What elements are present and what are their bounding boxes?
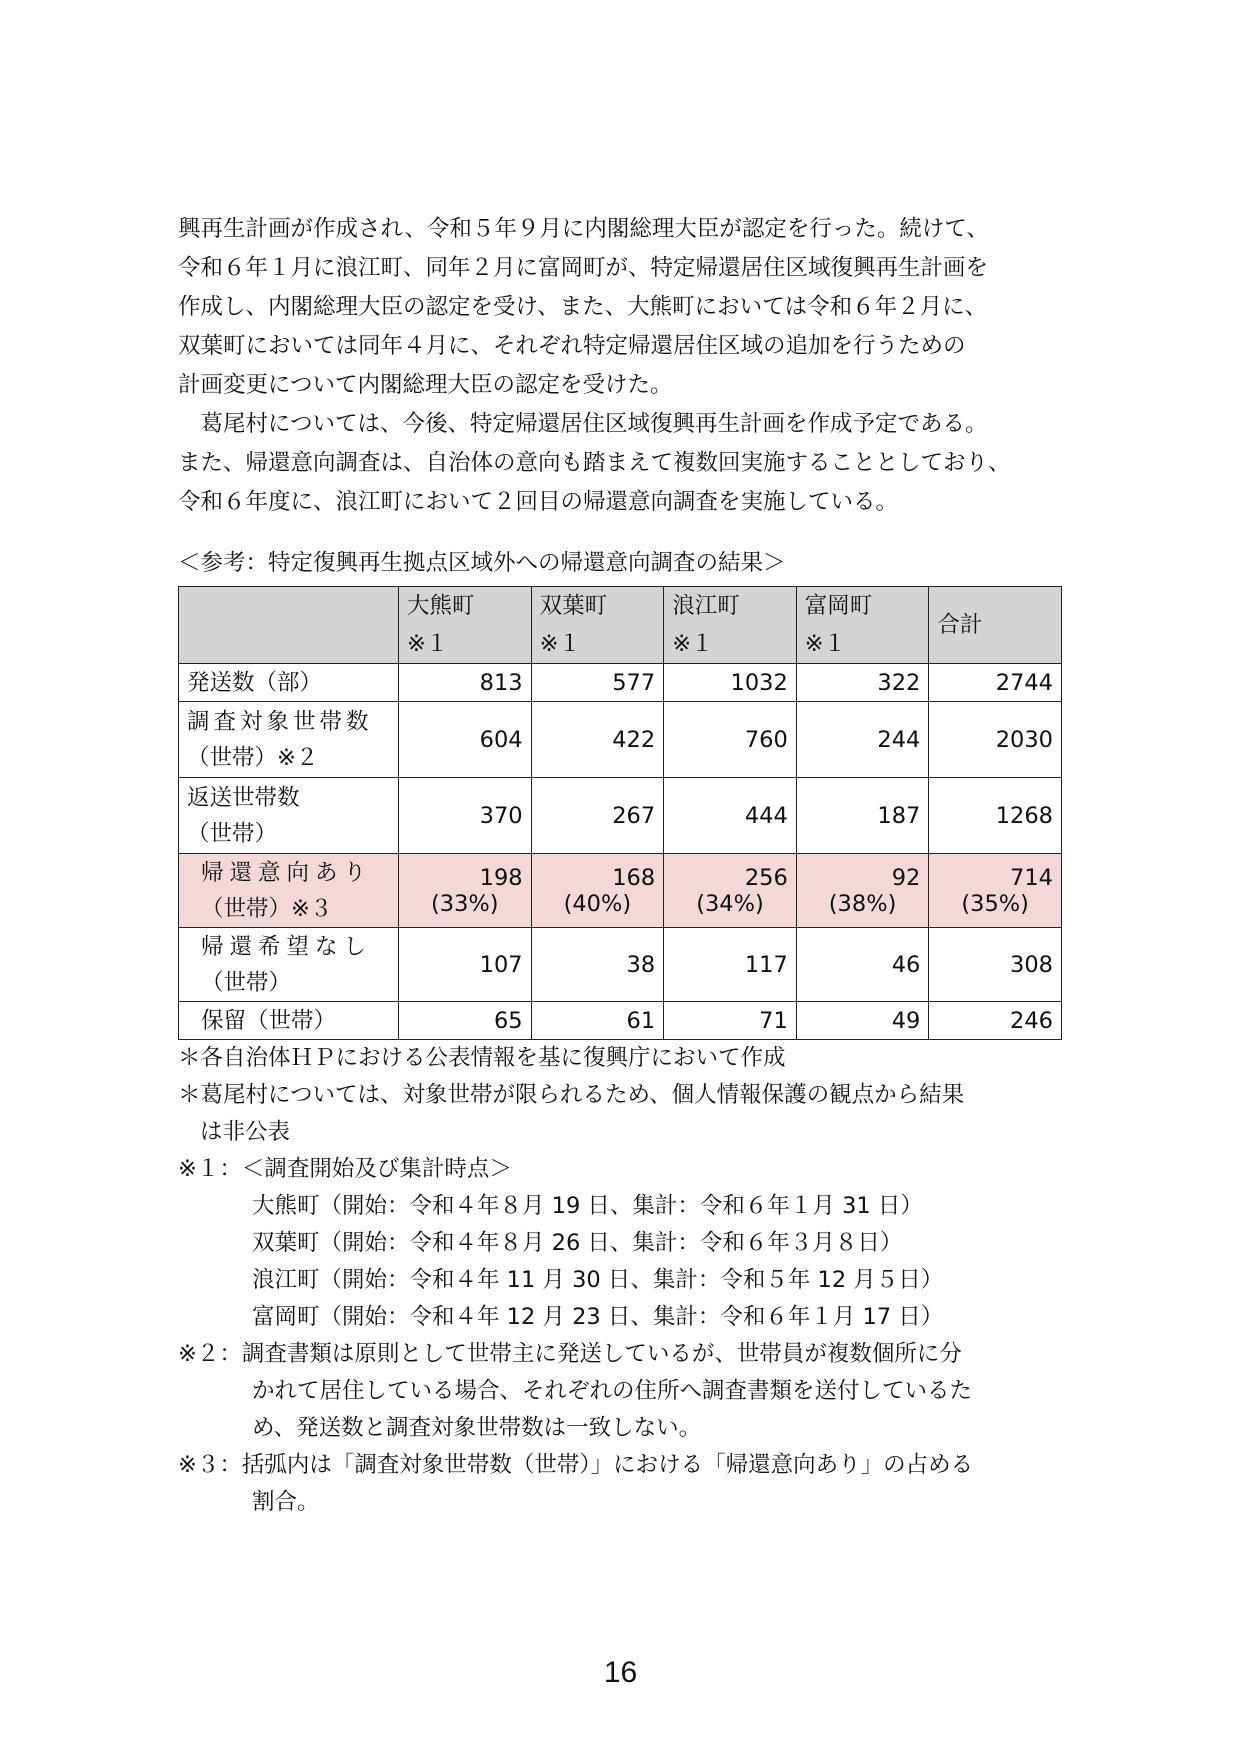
note-3: ※３：括弧内は「調査対象世帯数（世帯）」における「帰還意向あり」の占める xyxy=(178,1452,974,1478)
body-line: 双葉町においては同年４月に、それぞれ特定帰還居住区域の追加を行うための xyxy=(178,333,966,359)
cell-value: 46 xyxy=(796,928,929,1002)
table-row xyxy=(179,1002,1062,1040)
table-notes xyxy=(178,1040,1078,1521)
header-cell-okuma: 大熊町 ※１ xyxy=(399,587,532,664)
table-row xyxy=(179,664,1062,702)
table-row xyxy=(179,778,1062,854)
cell-value: 577 xyxy=(531,664,664,702)
cell-value: 71 xyxy=(664,1002,797,1040)
row-label: 返送世帯数 （世帯） xyxy=(179,778,399,854)
cell-value: 308 xyxy=(929,928,1062,1002)
cell-value: 422 xyxy=(531,702,664,778)
cell-value: 604 xyxy=(399,702,532,778)
body-line: 興再生計画が作成され、令和５年９月に内閣総理大臣が認定を行った。続けて、 xyxy=(178,216,989,242)
body-line: 葛尾村については、今後、特定帰還居住区域復興再生計画を作成予定である。 xyxy=(178,411,988,437)
cell-value: 322 xyxy=(796,664,929,702)
header-cell-futaba: 双葉町 ※１ xyxy=(531,587,664,664)
cell-value: 2744 xyxy=(929,664,1062,702)
cell-value: 2030 xyxy=(929,702,1062,778)
cell-value: 1032 xyxy=(664,664,797,702)
cell-value: 370 xyxy=(399,778,532,854)
cell-value: 61 xyxy=(531,1002,664,1040)
table-header-row xyxy=(179,587,1062,664)
cell-value: 49 xyxy=(796,1002,929,1040)
body-line: 令和６年度に、浪江町において２回目の帰還意向調査を実施している。 xyxy=(178,489,899,515)
note-1-item: 大熊町（開始：令和４年８月 19 日、集計：令和６年１月 31 日） xyxy=(252,1193,923,1219)
body-line: 令和６年１月に浪江町、同年２月に富岡町が、特定帰還居住区域復興再生計画を xyxy=(178,255,989,281)
body-line: また、帰還意向調査は、自治体の意向も踏まえて複数回実施することとしており、 xyxy=(178,450,1011,476)
note-katsurao: ＊葛尾村については、対象世帯が限られるため、個人情報保護の観点から結果 xyxy=(178,1082,965,1108)
cell-value: 117 xyxy=(664,928,797,1002)
table-row xyxy=(179,702,1062,778)
note-1-item: 富岡町（開始：令和４年 12 月 23 日、集計：令和６年１月 17 日） xyxy=(252,1304,944,1330)
cell-value: 1268 xyxy=(929,778,1062,854)
cell-value: 246 xyxy=(929,1002,1062,1040)
table-row-highlighted xyxy=(179,854,1062,928)
cell-value: 198 (33%) xyxy=(399,854,532,928)
header-cell-tomioka: 富岡町 ※１ xyxy=(796,587,929,664)
cell-value: 813 xyxy=(399,664,532,702)
cell-value: 267 xyxy=(531,778,664,854)
body-paragraph xyxy=(178,210,1078,522)
cell-value: 444 xyxy=(664,778,797,854)
cell-value: 92 (38%) xyxy=(796,854,929,928)
table-caption: ＜参考：特定復興再生拠点区域外への帰還意向調査の結果＞ xyxy=(178,550,786,576)
note-katsurao-cont: は非公表 xyxy=(200,1119,291,1145)
cell-value: 244 xyxy=(796,702,929,778)
cell-value: 187 xyxy=(796,778,929,854)
header-blank-cell xyxy=(179,587,399,664)
note-source: ＊各自治体ＨＰにおける公表情報を基に復興庁において作成 xyxy=(178,1045,786,1071)
cell-value: 107 xyxy=(399,928,532,1002)
cell-value: 714 (35%) xyxy=(929,854,1062,928)
note-1-heading: ※１：＜調査開始及び集計時点＞ xyxy=(178,1156,512,1182)
cell-value: 65 xyxy=(399,1002,532,1040)
row-label: 保留（世帯） xyxy=(179,1002,399,1040)
survey-results-table xyxy=(178,586,1062,1040)
note-2: ※２：調査書類は原則として世帯主に発送しているが、世帯員が複数個所に分 xyxy=(178,1341,962,1367)
row-label: 発送数（部） xyxy=(179,664,399,702)
note-2-cont: かれて居住している場合、それぞれの住所へ調査書類を送付しているた xyxy=(252,1378,973,1404)
page-number: 16 xyxy=(603,1656,638,1689)
cell-value: 760 xyxy=(664,702,797,778)
note-2-cont: め、発送数と調査対象世帯数は一致しない。 xyxy=(252,1415,702,1441)
row-label: 調査対象世帯数 （世帯）※２ xyxy=(179,702,399,778)
note-1-item: 浪江町（開始：令和４年 11 月 30 日、集計：令和５年 12 月５日） xyxy=(252,1267,944,1293)
row-label: 帰還希望なし （世帯） xyxy=(179,928,399,1002)
header-cell-namie: 浪江町 ※１ xyxy=(664,587,797,664)
cell-value: 168 (40%) xyxy=(531,854,664,928)
body-line: 作成し、内閣総理大臣の認定を受け、また、大熊町においては令和６年２月に、 xyxy=(178,294,988,320)
cell-value: 256 (34%) xyxy=(664,854,797,928)
cell-value: 38 xyxy=(531,928,664,1002)
table-row xyxy=(179,928,1062,1002)
row-label: 帰還意向あり （世帯）※３ xyxy=(179,854,399,928)
note-1-item: 双葉町（開始：令和４年８月 26 日、集計：令和６年３月８日） xyxy=(252,1230,903,1256)
header-cell-total: 合計 xyxy=(929,587,1062,664)
note-3-cont: 割合。 xyxy=(252,1489,320,1515)
body-line: 計画変更について内閣総理大臣の認定を受けた。 xyxy=(178,372,673,398)
